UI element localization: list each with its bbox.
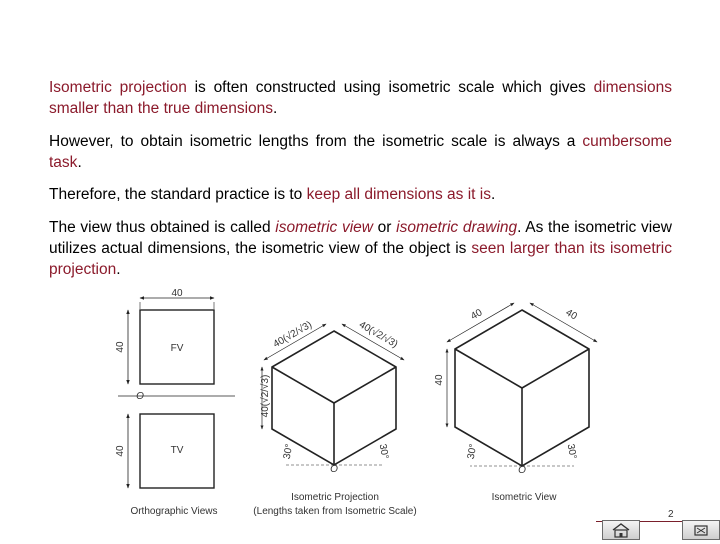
caption-isometric-view: Isometric View	[491, 492, 557, 503]
isoview-dim-vertical: 40	[434, 374, 445, 386]
highlight-keep-dimensions: keep all dimensions as it is	[306, 186, 491, 203]
end-button[interactable]	[682, 520, 720, 540]
text: The view thus obtained is called	[49, 219, 276, 236]
isoproj-dim-right: 40(√2/√3)	[357, 319, 400, 351]
text: .	[116, 261, 121, 278]
isometric-projection-drawing	[253, 319, 416, 517]
isoproj-dim-vertical: 40(√2/√3)	[260, 374, 271, 418]
highlight-seen-larger: seen larger than its isometric projection	[49, 240, 672, 278]
isoproj-angle-left: 30°	[281, 443, 296, 460]
caption-orthographic: Orthographic Views	[130, 506, 218, 517]
term-isometric-drawing: isometric drawing	[396, 219, 518, 236]
term-isometric-view: isometric view	[275, 219, 373, 236]
ortho-dim-fv: 40	[115, 341, 126, 353]
text: .	[273, 100, 278, 117]
isoproj-angle-right: 30°	[376, 443, 391, 460]
label-tv: TV	[170, 445, 184, 456]
highlight-cumbersome: cumbersome task	[49, 133, 672, 171]
isoview-angle-left: 30°	[465, 443, 480, 460]
label-fv: FV	[170, 343, 184, 354]
text: .	[490, 186, 496, 203]
caption-isometric-projection: Isometric Projection	[291, 492, 379, 503]
isoview-angle-right: 30°	[564, 443, 579, 460]
ortho-dim-tv: 40	[115, 445, 126, 457]
orthographic-views	[115, 288, 235, 517]
home-icon	[603, 521, 639, 539]
isoview-origin: O	[518, 465, 526, 476]
text: or	[373, 219, 397, 236]
page-number: 2	[668, 509, 674, 520]
isometric-view-drawing	[434, 303, 597, 503]
text: .	[77, 154, 82, 171]
isoview-dim-right: 40	[563, 307, 579, 323]
term-isometric-projection: Isometric projection	[49, 79, 187, 96]
highlight-smaller: dimensions smaller than the true dimensions	[49, 79, 672, 117]
ortho-origin: O	[136, 391, 144, 402]
text: . As the isometric view utilizes actual dimensions, the isometric view of the object is	[49, 219, 672, 257]
isoproj-dim-left: 40(√2/√3)	[271, 319, 314, 351]
isoproj-origin: O	[330, 464, 338, 475]
caption-isometric-scale: (Lengths taken from Isometric Scale)	[253, 506, 417, 517]
isoview-dim-left: 40	[469, 307, 485, 323]
text: is often constructed using isometric scale which gives	[186, 79, 594, 96]
text: However, to obtain isometric lengths from the isometric scale is always a	[49, 133, 583, 150]
end-icon	[683, 521, 719, 539]
text: Therefore, the standard practice is to	[49, 186, 307, 203]
home-button[interactable]	[602, 520, 640, 540]
ortho-dim-top: 40	[171, 288, 183, 299]
